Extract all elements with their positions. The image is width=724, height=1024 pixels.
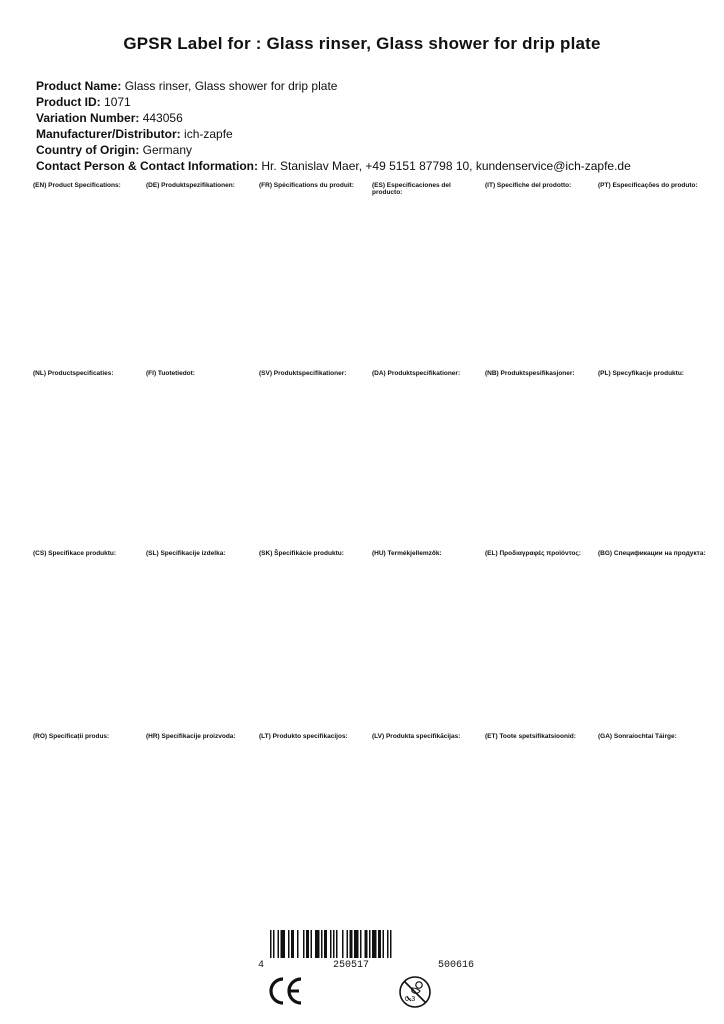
- manufacturer-row: [36, 126, 701, 142]
- language-heading: (NB) Produktspesifikasjoner:: [485, 370, 575, 377]
- language-block-el: [485, 550, 598, 733]
- language-band: [33, 182, 713, 370]
- barcode-bar: [324, 930, 327, 958]
- barcode-bar: [354, 930, 359, 958]
- barcode-bar: [378, 930, 381, 958]
- language-block-de: [146, 182, 259, 370]
- barcode-bar: [372, 930, 377, 958]
- product-id-value: 1071: [104, 95, 131, 109]
- language-block-ro: [33, 733, 146, 915]
- product-info: [36, 78, 701, 174]
- language-heading: (LV) Produkta specifikācijas:: [372, 733, 461, 740]
- barcode-bar: [306, 930, 309, 958]
- language-block-hu: [372, 550, 485, 733]
- barcode-bar: [365, 930, 368, 958]
- language-heading: (ET) Toote spetsifikatsioonid:: [485, 733, 576, 740]
- language-heading: (SL) Specifikacije izdelka:: [146, 550, 226, 557]
- language-block-hr: [146, 733, 259, 915]
- barcode-bar: [315, 930, 320, 958]
- language-heading: (FI) Tuotetiedot:: [146, 370, 195, 377]
- language-band: [33, 550, 713, 733]
- language-block-nl: [33, 370, 146, 550]
- barcode-group-2: 500616: [437, 960, 474, 971]
- country-label: Country of Origin:: [36, 143, 140, 157]
- language-heading: (RO) Specificații produs:: [33, 733, 110, 740]
- language-block-lt: [259, 733, 372, 915]
- barcode-group-1: 250517: [332, 960, 369, 971]
- variation-label: Variation Number:: [36, 111, 140, 125]
- language-blocks: [33, 182, 713, 915]
- barcode-bar: [347, 930, 349, 958]
- variation-value: 443056: [142, 111, 183, 125]
- barcode-bar: [270, 930, 272, 958]
- language-block-pl: [598, 370, 711, 550]
- language-block-en: [33, 182, 146, 370]
- barcode-bar: [350, 930, 353, 958]
- manufacturer-value: ich-zapfe: [184, 127, 233, 141]
- language-band: [33, 370, 713, 550]
- ean-barcode: [258, 930, 474, 971]
- barcode-bar: [383, 930, 385, 958]
- product-id-row: [36, 94, 701, 110]
- barcode-bar: [321, 930, 323, 958]
- barcode-bar: [291, 930, 294, 958]
- barcode-lead-digit: 4: [258, 960, 265, 971]
- barcode-bar: [390, 930, 392, 958]
- language-heading: (BG) Спецификации на продукта:: [598, 550, 706, 557]
- barcode-bar: [336, 930, 338, 958]
- language-heading: (SV) Produktspecifikationer:: [259, 370, 347, 377]
- barcode-bar: [288, 930, 290, 958]
- language-heading: (DA) Produktspecifikationer:: [372, 370, 461, 377]
- barcode-bar: [360, 930, 362, 958]
- barcode-bar: [278, 930, 280, 958]
- language-heading: (SK) Špecifikácie produktu:: [259, 550, 344, 557]
- product-name-row: [36, 78, 701, 94]
- language-heading: (CS) Specifikace produktu:: [33, 550, 117, 557]
- barcode-bar: [303, 930, 305, 958]
- barcode-bar: [342, 930, 344, 958]
- contact-value: Hr. Stanislav Maer, +49 5151 87798 10, kundenservice@ich-zapfe.de: [261, 159, 631, 173]
- language-block-fr: [259, 182, 372, 370]
- language-heading: (EL) Προδιαγραφές προϊόντος:: [485, 550, 581, 557]
- product-name-value: Glass rinser, Glass shower for drip plate: [124, 79, 338, 93]
- barcode-digits: [258, 960, 474, 971]
- svg-text:0-3: 0-3: [405, 996, 416, 1003]
- language-heading: (PT) Especificações do produto:: [598, 182, 698, 189]
- product-id-label: Product ID:: [36, 95, 101, 109]
- language-block-pt: [598, 182, 711, 370]
- language-heading: (LT) Produkto specifikacijos:: [259, 733, 348, 740]
- language-heading: (NL) Productspecificaties:: [33, 370, 114, 377]
- language-block-da: [372, 370, 485, 550]
- page-title: GPSR Label for : Glass rinser, Glass shower for drip plate: [123, 34, 601, 53]
- variation-row: [36, 110, 701, 126]
- language-heading: (EN) Product Specifications:: [33, 182, 121, 189]
- ce-mark-icon: [265, 975, 305, 1007]
- language-block-es: [372, 182, 485, 370]
- barcode-bar: [297, 930, 299, 958]
- barcode-bar: [333, 930, 335, 958]
- barcode-bars: [268, 930, 458, 958]
- age-warning-0-3-icon: [398, 975, 432, 1009]
- language-block-nb: [485, 370, 598, 550]
- language-block-sv: [259, 370, 372, 550]
- language-block-sl: [146, 550, 259, 733]
- language-band: [33, 733, 713, 915]
- language-block-sk: [259, 550, 372, 733]
- language-block-et: [485, 733, 598, 915]
- barcode-bar: [387, 930, 389, 958]
- country-row: [36, 142, 701, 158]
- barcode-bar: [281, 930, 286, 958]
- barcode-bar: [369, 930, 371, 958]
- barcode-bar: [330, 930, 332, 958]
- language-heading: (HU) Termékjellemzők:: [372, 550, 442, 557]
- language-block-it: [485, 182, 598, 370]
- language-heading: (GA) Sonraíochtaí Táirge:: [598, 733, 677, 740]
- language-block-cs: [33, 550, 146, 733]
- language-block-bg: [598, 550, 711, 733]
- barcode-bar: [273, 930, 275, 958]
- contact-label: Contact Person & Contact Information:: [36, 159, 259, 173]
- language-heading: (FR) Spécifications du produit:: [259, 182, 354, 189]
- language-block-lv: [372, 733, 485, 915]
- language-heading: (PL) Specyfikacje produktu:: [598, 370, 684, 377]
- country-value: Germany: [142, 143, 193, 157]
- product-name-label: Product Name:: [36, 79, 122, 93]
- contact-row: [36, 158, 701, 174]
- language-heading: (IT) Specifiche del prodotto:: [485, 182, 572, 189]
- language-heading: (DE) Produktspezifikationen:: [146, 182, 235, 189]
- barcode-bar: [311, 930, 313, 958]
- language-block-fi: [146, 370, 259, 550]
- language-heading: (ES) Especificaciones del producto:: [372, 182, 451, 197]
- manufacturer-label: Manufacturer/Distributor:: [36, 127, 181, 141]
- language-block-ga: [598, 733, 711, 915]
- language-heading: (HR) Specifikacije proizvoda:: [146, 733, 236, 740]
